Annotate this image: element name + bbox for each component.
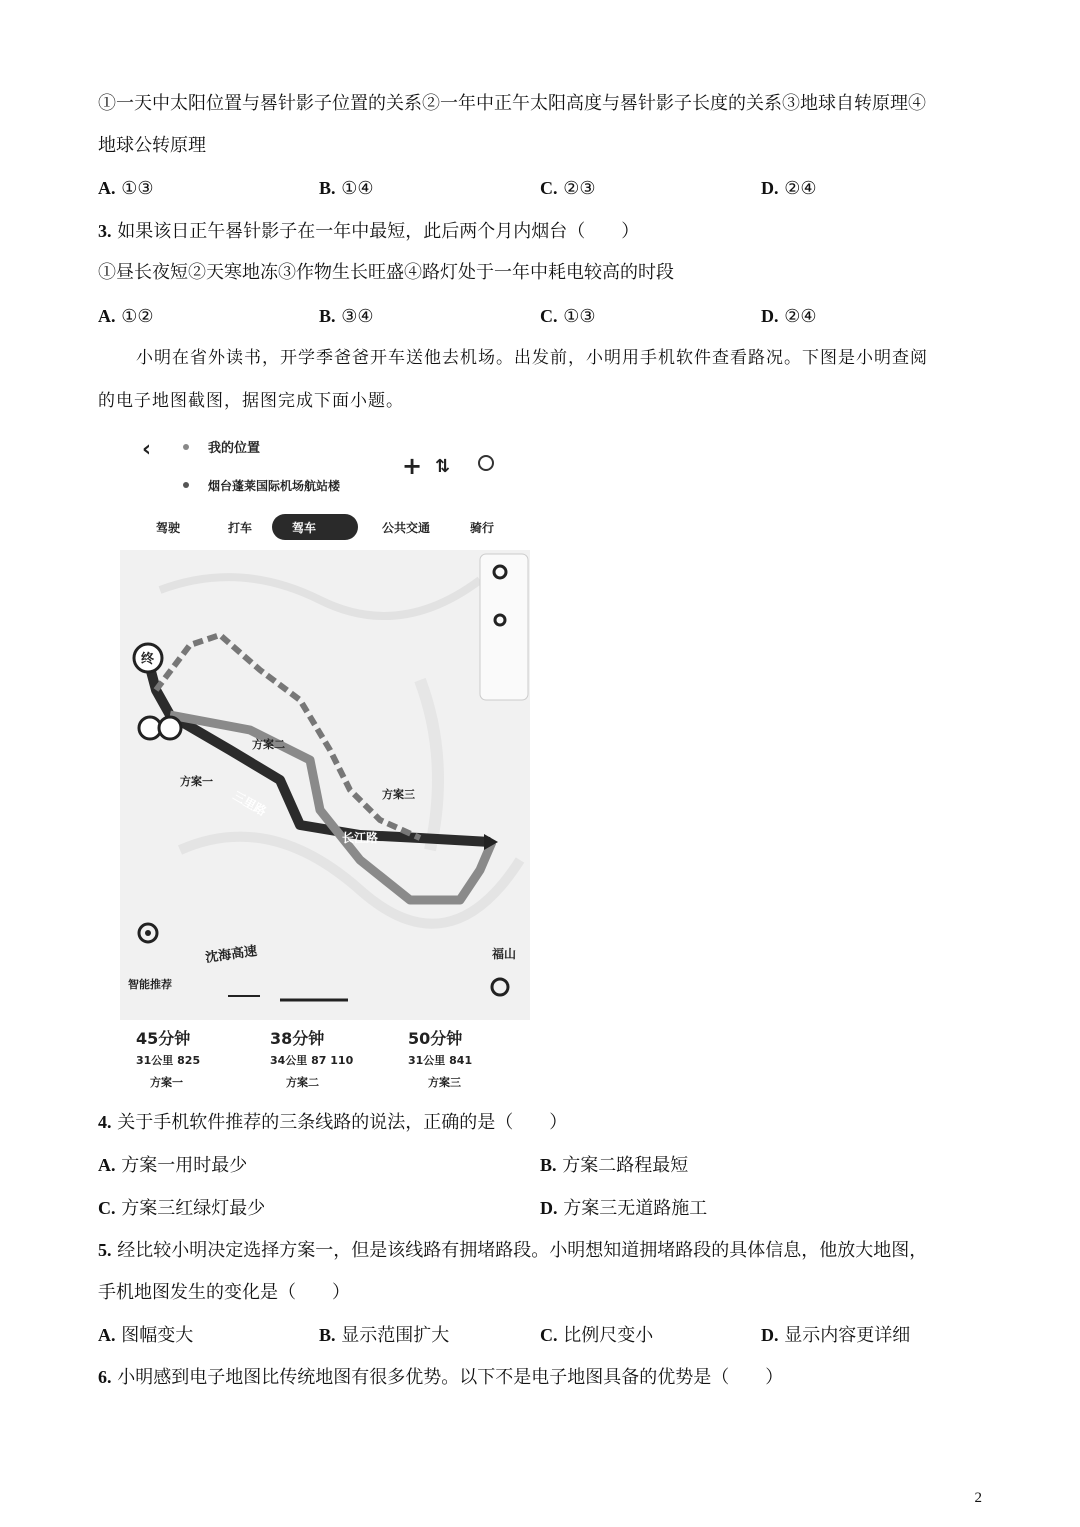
route-label-1: 方案一 [180, 775, 213, 788]
q4-option-b: B. 方案二路程最短 [540, 1155, 689, 1176]
q4-stem: 4. 关于手机软件推荐的三条线路的说法，正确的是（ ） [98, 1112, 568, 1133]
route-label-2: 方案二 [252, 738, 285, 751]
svg-text:终: 终 [141, 652, 155, 667]
destination-dot-icon [183, 482, 189, 488]
swap-icon: ⇅ [435, 456, 451, 477]
traffic-marker-icon-2 [159, 717, 181, 739]
plan-1-time: 45分钟 [136, 1029, 191, 1048]
road-label-2: 沈海高速 [204, 943, 259, 966]
q3-option-a: A. ①② [98, 306, 154, 327]
q4-option-c: C. 方案三红绿灯最少 [98, 1198, 266, 1219]
q5-option-b: B. 显示范围扩大 [319, 1325, 450, 1346]
q2-statements-cont: 地球公转原理 [98, 135, 206, 156]
q3-option-c: C. ①③ [540, 306, 596, 327]
q5-stem: 5. 经比较小明决定选择方案一，但是该线路有拥堵路段。小明想知道拥堵路段的具体信息，他放大地图， [98, 1240, 928, 1261]
q2-option-a: A. ①③ [98, 178, 154, 199]
road-label-0: 三里路 [230, 788, 269, 819]
plan-3-name: 方案三 [428, 1076, 461, 1089]
route-label-3: 方案三 [382, 788, 415, 801]
q2-option-d: D. ②④ [761, 178, 817, 199]
q5-option-d: D. 显示内容更详细 [761, 1325, 911, 1346]
plan-2-time: 38分钟 [270, 1029, 325, 1048]
smart-recommend-label: 智能推荐 [128, 978, 172, 991]
plan-2-detail: 34公里 87 110 [270, 1054, 354, 1067]
passage-line-2: 的电子地图截图，据图完成下面小题。 [98, 391, 404, 411]
q3-statements: ①昼长夜短②天寒地冻③作物生长旺盛④路灯处于一年中耗电较高的时段 [98, 262, 674, 283]
q6-stem: 6. 小明感到电子地图比传统地图有很多优势。以下不是电子地图具备的优势是（ ） [98, 1367, 784, 1388]
q5-option-c: C. 比例尺变小 [540, 1325, 654, 1346]
q4-option-d: D. 方案三无道路施工 [540, 1198, 708, 1219]
q5-stem-cont: 手机地图发生的变化是（ ） [98, 1282, 350, 1303]
tab-3: 公共交通 [382, 521, 431, 535]
page-number: 2 [974, 1490, 982, 1506]
origin-dot-icon [183, 444, 189, 450]
plan-3-detail: 31公里 841 [408, 1054, 473, 1067]
my-location-label: 我的位置 [208, 441, 261, 456]
passage-line-1: 小明在省外读书，开学季爸爸开车送他去机场。出发前，小明用手机软件查看路况。下图是小明查阅 [136, 348, 928, 368]
back-icon: ‹ [142, 437, 152, 462]
plan-3-time: 50分钟 [408, 1029, 463, 1048]
q2-statements: ①一天中太阳位置与晷针影子位置的关系②一年中正午太阳高度与晷针影子长度的关系③地球自转原理④ [98, 93, 926, 114]
q2-option-b: B. ①④ [319, 178, 374, 199]
q2-option-c: C. ②③ [540, 178, 596, 199]
plan-1-detail: 31公里 825 [136, 1054, 201, 1067]
tab-1: 打车 [228, 521, 253, 535]
plan-2-name: 方案二 [286, 1076, 319, 1089]
q3-option-d: D. ②④ [761, 306, 817, 327]
q4-option-a: A. 方案一用时最少 [98, 1155, 248, 1176]
q3-stem: 3. 如果该日正午晷针影子在一年中最短，此后两个月内烟台（ ） [98, 221, 640, 242]
tab-4: 骑行 [470, 521, 495, 535]
place-label-fushan: 福山 [492, 947, 517, 961]
q5-option-a: A. 图幅变大 [98, 1325, 194, 1346]
destination-label: 烟台蓬莱国际机场航站楼 [208, 479, 341, 493]
voice-icon [479, 456, 493, 470]
q3-option-b: B. ③④ [319, 306, 374, 327]
tab-0: 驾驶 [156, 521, 181, 535]
plan-1-name: 方案一 [150, 1076, 183, 1089]
add-waypoint-icon: + [402, 452, 423, 480]
road-label-1: 长江路 [342, 831, 379, 845]
map-screenshot [120, 430, 530, 1095]
tab-2: 驾车 [292, 521, 317, 535]
